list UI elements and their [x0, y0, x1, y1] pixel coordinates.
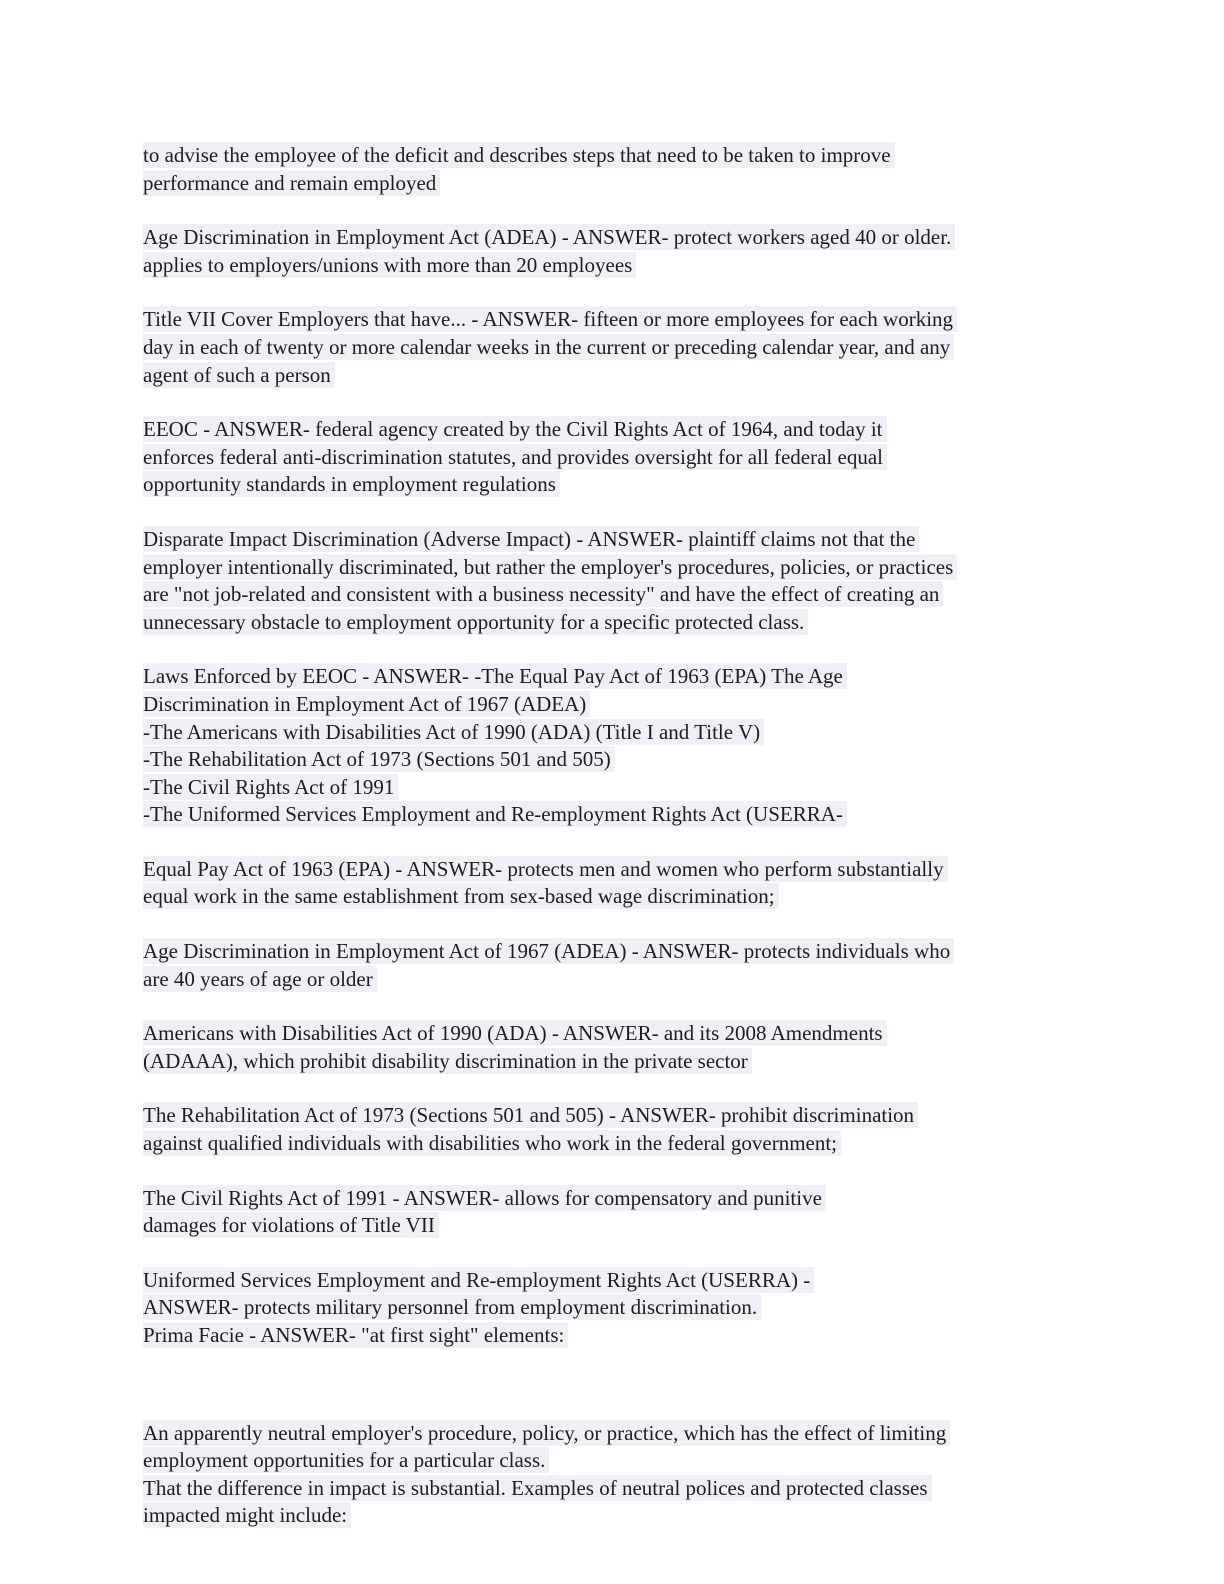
text-line-content: Title VII Cover Employers that have... - ANSWER- fifteen or more employees for each working	[143, 306, 957, 332]
text-line	[143, 1102, 1083, 1130]
text-line-content: performance and remain employed	[143, 170, 440, 196]
text-line	[143, 1048, 1083, 1076]
text-line-content: against qualified individuals with disabilities who work in the federal government;	[143, 1130, 841, 1156]
text-line	[143, 526, 1083, 554]
paragraph	[143, 663, 1083, 829]
text-line-content: An apparently neutral employer's procedure, policy, or practice, which has the effect of limiting	[143, 1420, 950, 1446]
text-line-content: Age Discrimination in Employment Act of 1967 (ADEA) - ANSWER- protects individuals who	[143, 938, 954, 964]
paragraph	[143, 526, 1083, 636]
text-line	[143, 471, 1083, 499]
text-line	[143, 334, 1083, 362]
text-line	[143, 1212, 1083, 1240]
text-line	[143, 801, 1083, 829]
text-line	[143, 691, 1083, 719]
text-line	[143, 1447, 1083, 1475]
text-line-content: applies to employers/unions with more than 20 employees	[143, 252, 636, 278]
text-line	[143, 1322, 1083, 1350]
text-line-content: EEOC - ANSWER- federal agency created by the Civil Rights Act of 1964, and today it	[143, 416, 887, 442]
text-line	[143, 1130, 1083, 1158]
paragraph	[143, 306, 1083, 389]
paragraph	[143, 938, 1083, 993]
text-line-content: -The Americans with Disabilities Act of 1990 (ADA) (Title I and Title V)	[143, 719, 764, 745]
text-line	[143, 609, 1083, 637]
paragraph	[143, 1020, 1083, 1075]
text-line-content: The Civil Rights Act of 1991 - ANSWER- allows for compensatory and punitive	[143, 1185, 826, 1211]
paragraph	[143, 856, 1083, 911]
text-line	[143, 856, 1083, 884]
text-line-content: Americans with Disabilities Act of 1990 (ADA) - ANSWER- and its 2008 Amendments	[143, 1020, 887, 1046]
text-line	[143, 1020, 1083, 1048]
paragraph	[143, 224, 1083, 279]
paragraph	[143, 142, 1083, 197]
text-line-content: That the difference in impact is substantial. Examples of neutral polices and protected classes	[143, 1475, 932, 1501]
text-line	[143, 362, 1083, 390]
text-line	[143, 306, 1083, 334]
text-line-content: -The Rehabilitation Act of 1973 (Sections 501 and 505)	[143, 746, 615, 772]
text-line-content: The Rehabilitation Act of 1973 (Sections 501 and 505) - ANSWER- prohibit discrimination	[143, 1102, 918, 1128]
text-line	[143, 142, 1083, 170]
text-line-content: enforces federal anti-discrimination statutes, and provides oversight for all federal equal	[143, 444, 887, 470]
text-line-content: Prima Facie - ANSWER- "at first sight" elements:	[143, 1322, 568, 1348]
text-line	[143, 938, 1083, 966]
text-line-content: impacted might include:	[143, 1502, 351, 1528]
text-line	[143, 170, 1083, 198]
text-line	[143, 1185, 1083, 1213]
text-line	[143, 1420, 1083, 1448]
text-line	[143, 416, 1083, 444]
text-line	[143, 252, 1083, 280]
text-line-content: are "not job-related and consistent with a business necessity" and have the effect of creating an	[143, 581, 943, 607]
text-line	[143, 719, 1083, 747]
text-line	[143, 1475, 1083, 1503]
text-line-content: to advise the employee of the deficit and describes steps that need to be taken to improve	[143, 142, 895, 168]
text-line-content: employment opportunities for a particular class.	[143, 1447, 549, 1473]
text-line	[143, 554, 1083, 582]
text-line-content: equal work in the same establishment from sex-based wage discrimination;	[143, 883, 779, 909]
text-line-content: Equal Pay Act of 1963 (EPA) - ANSWER- protects men and women who perform substantially	[143, 856, 948, 882]
blank-space	[143, 1350, 1083, 1420]
paragraph	[143, 1420, 1083, 1530]
text-line	[143, 1502, 1083, 1530]
text-line	[143, 581, 1083, 609]
text-line-content: agent of such a person	[143, 362, 335, 388]
text-line	[143, 774, 1083, 802]
text-line	[143, 1294, 1083, 1322]
paragraph	[143, 416, 1083, 499]
text-line	[143, 746, 1083, 774]
text-line	[143, 1267, 1083, 1295]
text-line-content: day in each of twenty or more calendar weeks in the current or preceding calendar year, and any	[143, 334, 954, 360]
text-line-content: -The Uniformed Services Employment and Re-employment Rights Act (USERRA-	[143, 801, 847, 827]
text-line-content: (ADAAA), which prohibit disability discrimination in the private sector	[143, 1048, 752, 1074]
text-line-content: Uniformed Services Employment and Re-employment Rights Act (USERRA) -	[143, 1267, 814, 1293]
text-line	[143, 444, 1083, 472]
text-line-content: Age Discrimination in Employment Act (ADEA) - ANSWER- protect workers aged 40 or older.	[143, 224, 955, 250]
text-line-content: Laws Enforced by EEOC - ANSWER- -The Equal Pay Act of 1963 (EPA) The Age	[143, 663, 847, 689]
document-body	[143, 142, 1083, 1557]
text-line-content: opportunity standards in employment regulations	[143, 471, 560, 497]
text-line-content: -The Civil Rights Act of 1991	[143, 774, 398, 800]
paragraph	[143, 1102, 1083, 1157]
text-line-content: Discrimination in Employment Act of 1967 (ADEA)	[143, 691, 590, 717]
text-line	[143, 883, 1083, 911]
text-line-content: are 40 years of age or older	[143, 966, 377, 992]
text-line-content: damages for violations of Title VII	[143, 1212, 439, 1238]
paragraph	[143, 1185, 1083, 1240]
text-line	[143, 663, 1083, 691]
text-line	[143, 966, 1083, 994]
paragraph	[143, 1267, 1083, 1350]
text-line	[143, 224, 1083, 252]
text-line-content: Disparate Impact Discrimination (Adverse Impact) - ANSWER- plaintiff claims not that the	[143, 526, 919, 552]
text-line-content: employer intentionally discriminated, but rather the employer's procedures, policies, or practices	[143, 554, 957, 580]
text-line-content: ANSWER- protects military personnel from employment discrimination.	[143, 1294, 761, 1320]
text-line-content: unnecessary obstacle to employment opportunity for a specific protected class.	[143, 609, 808, 635]
